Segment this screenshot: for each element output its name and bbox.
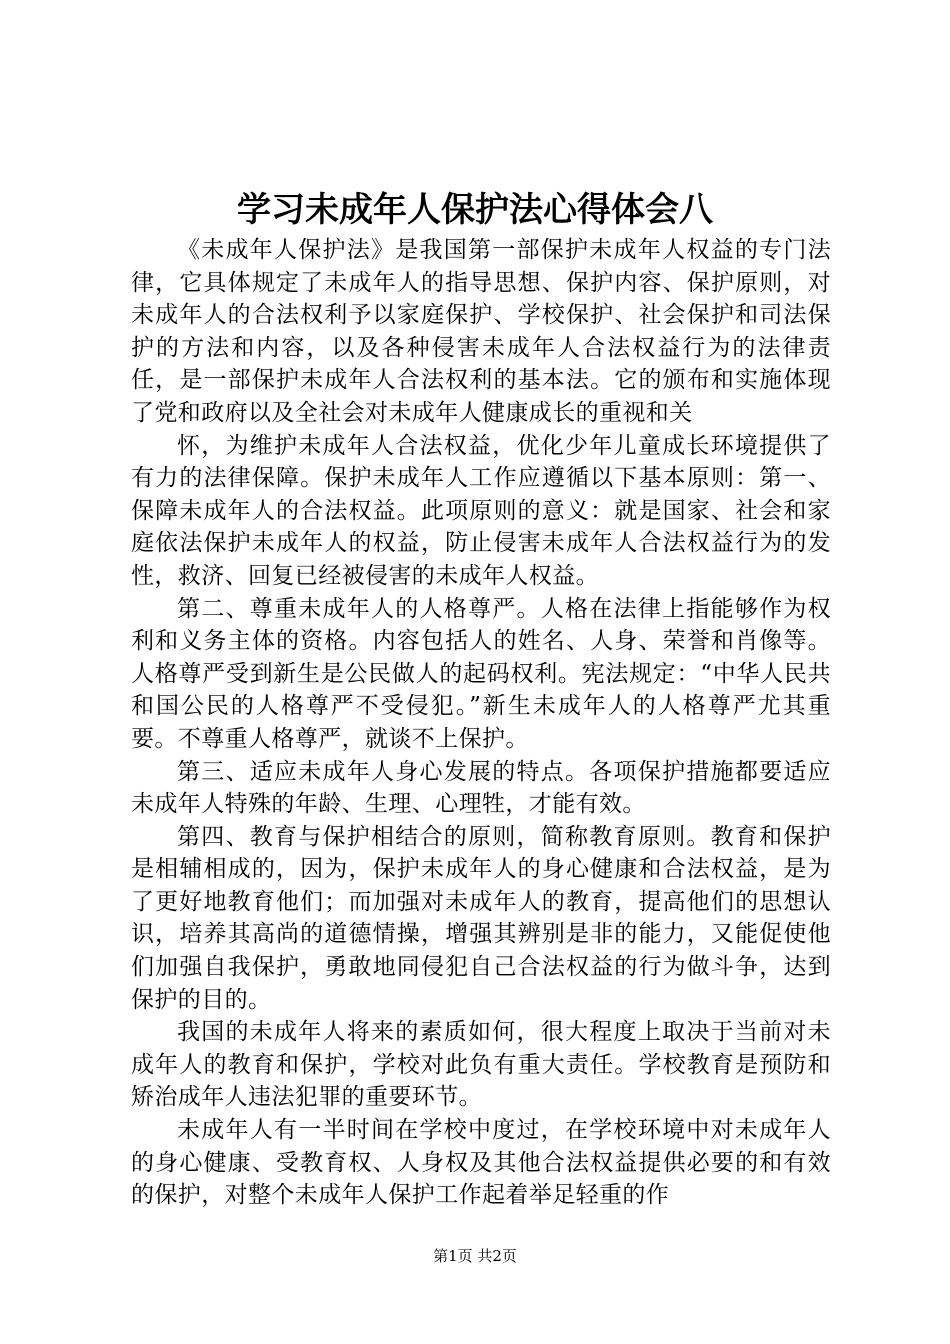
paragraph: 第二、尊重未成年人的人格尊严。人格在法律上指能够作为权利和义务主体的资格。内容包括人的姓名、人身、荣誉和肖像等。人格尊严受到新生是公民做人的起码权利。宪法规定：“中华人民共和国公民的人格尊严不受侵犯。”新生未成年人的人格尊严尤其重要。不尊重人格尊严，就谈不上保护。	[131, 595, 831, 752]
document-title: 学习未成年人保护法心得体会八	[237, 190, 713, 230]
paragraph: 第三、适应未成年人身心发展的特点。各项保护措施都要适应未成年人特殊的年龄、生理、心理牲，才能有效。	[131, 758, 831, 818]
paragraph: 我国的未成年人将来的素质如何，很大程度上取决于当前对未成年人的教育和保护，学校对此负有重大责任。学校教育是预防和矫治成年人违法犯罪的重要环节。	[131, 1019, 831, 1111]
paragraph: 怀，为维护未成年人合法权益，优化少年儿童成长环境提供了有力的法律保障。保护未成年人工作应遵循以下基本原则：第一、保障未成年人的合法权益。此项原则的意义：就是国家、社会和家庭依法保护未成年人的权益，防止侵害未成年人合法权益行为的发性，救济、回复已经被侵害的未成年人权益。	[131, 432, 831, 589]
paragraph: 第四、教育与保护相结合的原则，简称教育原则。教育和保护是相辅相成的，因为，保护未成年人的身心健康和合法权益，是为了更好地教育他们；而加强对未成年人的教育，提高他们的思想认识，培养其高尚的道德情操，增强其辨别是非的能力，又能促使他们加强自我保护，勇敢地同侵犯自己合法权益的行为做斗争，达到保护的目的。	[131, 823, 831, 1013]
document-body	[131, 234, 831, 1212]
paragraph: 《未成年人保护法》是我国第一部保护未成年人权益的专门法律，它具体规定了未成年人的指导思想、保护内容、保护原则，对未成年人的合法权利予以家庭保护、学校保护、社会保护和司法保护的方法和内容，以及各种侵害未成年人合法权益行为的法律责任，是一部保护未成年人合法权利的基本法。它的颁布和实施体现了党和政府以及全社会对未成年人健康成长的重视和关	[131, 237, 831, 426]
paragraph: 未成年人有一半时间在学校中度过，在学校环境中对未成年人的身心健康、受教育权、人身权及其他合法权益提供必要的和有效的保护，对整个未成年人保护工作起着举足轻重的作	[131, 1117, 831, 1209]
page-number-footer: 第1页 共2页	[433, 1247, 517, 1265]
